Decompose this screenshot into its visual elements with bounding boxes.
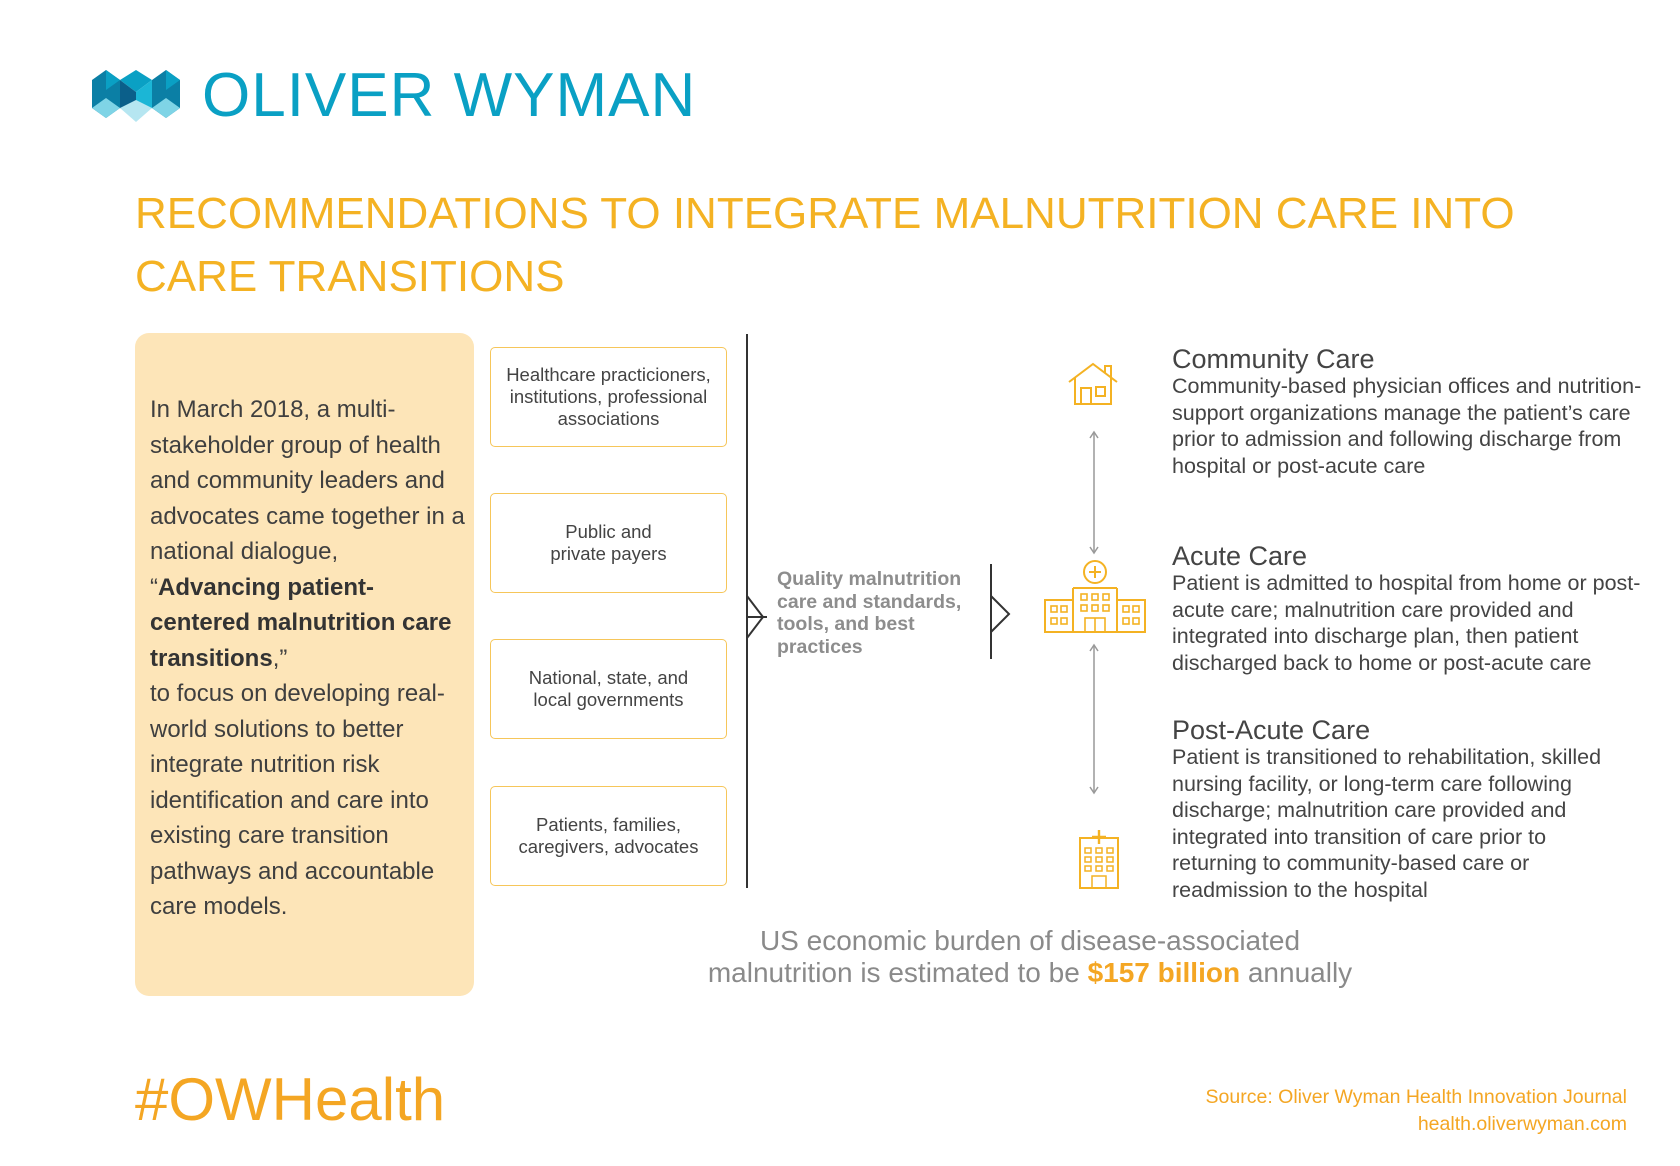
stakeholder-box: [490, 786, 727, 886]
intro-text: [150, 392, 470, 925]
community-care-heading: Community Care: [1172, 344, 1375, 374]
stakeholder-box: [490, 639, 727, 739]
page-title: [135, 182, 1615, 308]
care-facility-icon: [1078, 828, 1120, 895]
intro-after: to focus on developing real-world solutions to better integrate nutrition risk identification and care into existing care transition pathways and accountable care models.: [150, 680, 445, 920]
house-icon: [1065, 360, 1121, 413]
burden-line-2: [660, 957, 1400, 989]
brand-name: OLIVER WYMAN: [202, 61, 697, 130]
burden-text: malnutrition is estimated to be: [707, 957, 1088, 988]
community-care-text: Community-based physician offices and nutrition-support organizations manage the patient’s care prior to admission and following discharge from hospital or post-acute care: [1172, 374, 1642, 478]
stakeholder-box: [490, 347, 727, 447]
burden-text-end: annually: [1240, 957, 1353, 988]
stakeholder-label: Patients, families, caregivers, advocates: [518, 814, 699, 857]
intro-quote-bold: Advancing patient-centered malnutrition care transitions: [150, 573, 452, 672]
stakeholder-label: Healthcare practicioners, institutions, professional associations: [506, 364, 711, 429]
oliver-wyman-logo-icon: [92, 70, 180, 122]
connector-arrows: [1086, 430, 1102, 795]
intro-before: In March 2018, a multi-stakeholder group of health and community leaders and advocates came together in a national dialogue,: [150, 396, 465, 565]
burden-line-1: US economic burden of disease-associated: [759, 925, 1301, 956]
burden-amount: $157 billion: [1087, 957, 1241, 988]
center-label: Quality malnutrition care and standards, tools, and best practices: [777, 568, 962, 658]
economic-burden: [660, 925, 1400, 989]
acute-care-heading: Acute Care: [1172, 541, 1308, 571]
post-acute-care-heading: Post-Acute Care: [1172, 715, 1371, 745]
intro-quote-open: “: [150, 573, 158, 601]
source-credit: [1206, 1084, 1627, 1138]
title-line-1: RECOMMENDATIONS TO INTEGRATE MALNUTRITION CARE INTO: [135, 189, 1515, 238]
brand-logo[interactable]: [92, 62, 696, 130]
source-url-link[interactable]: health.oliverwyman.com: [1417, 1113, 1627, 1135]
stakeholder-label: Public and private payers: [550, 521, 667, 564]
acute-care-text: Patient is admitted to hospital from home or post-acute care; malnutrition care provided and integrated into discharge plan, then patient discharged back to home or post-acute care: [1172, 571, 1641, 675]
post-acute-care-text: Patient is transitioned to rehabilitation, skilled nursing facility, or long-term care following discharge; malnutrition care provided and integrated into transition of care prior to returning to community-based care or readmission to the hospital: [1172, 745, 1602, 902]
intro-quote-close: ,”: [272, 644, 288, 672]
hashtag: #OWHealth: [135, 1066, 446, 1133]
stakeholder-label: National, state, and local governments: [528, 667, 689, 710]
source-text: Source: Oliver Wyman Health Innovation Journal: [1205, 1086, 1627, 1108]
title-line-2: CARE TRANSITIONS: [135, 252, 565, 301]
stakeholder-box: [490, 493, 727, 593]
